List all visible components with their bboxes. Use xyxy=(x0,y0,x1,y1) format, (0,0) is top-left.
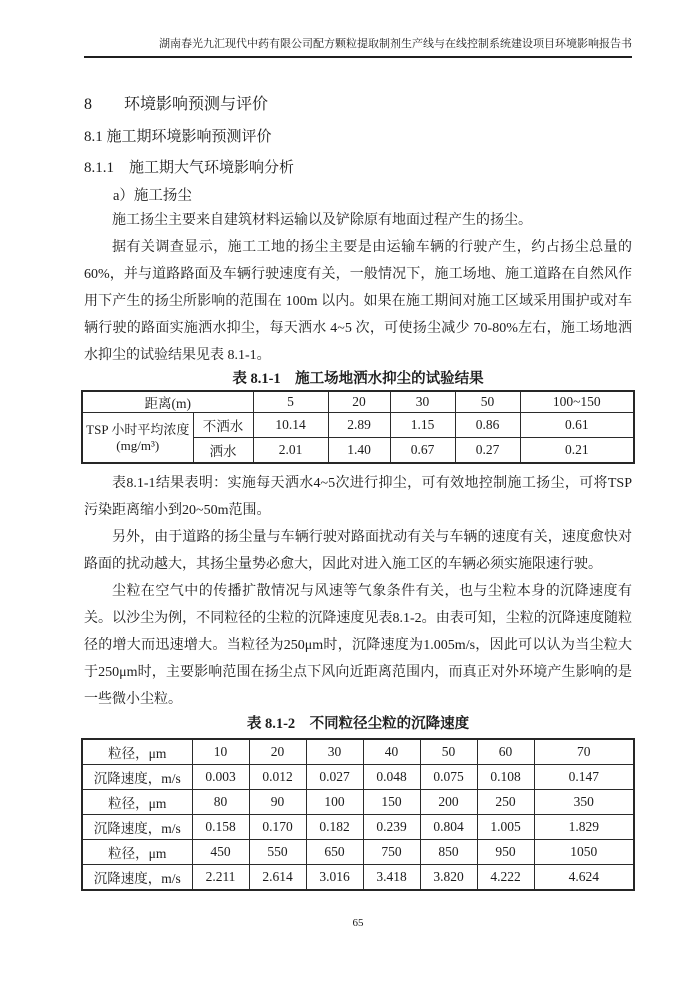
table1-group-label-line2: (mg/m³) xyxy=(116,437,160,453)
table2-cell: 20 xyxy=(249,739,306,765)
table2-cell: 0.012 xyxy=(249,765,306,790)
table2-cell: 0.158 xyxy=(192,815,249,840)
table-8-1-2 xyxy=(81,738,635,891)
table1-cell: 2.89 xyxy=(328,413,390,438)
paragraph-speed-limit: 另外，由于道路的扬尘量与车辆行驶对路面扰动有关与车辆的速度有关，速度愈快对路面的扰动越大，其扬尘量势必愈大，因此对进入施工区的车辆必须实施限速行驶。 xyxy=(84,530,632,572)
table1-cell: 0.61 xyxy=(520,413,634,438)
paragraph-settling: 尘粒在空气中的传播扩散情况与风速等气象条件有关，也与尘粒本身的沉降速度有关。以沙尘为例，不同粒径的尘粒的沉降速度见表8.1-2。由表可知，尘粒的沉降速度随粒径的增大而迅速增大。当粒径为250μm时，沉降速度为1.005m/s，因此可以认为当尘粒大于250μm时，主要影响范围在扬尘点下风向近距离范围内，而真正对外环境产生影响的是一些微小尘粒。 xyxy=(84,584,632,707)
table1-cell: 0.86 xyxy=(455,413,520,438)
table2-cell: 3.820 xyxy=(420,865,477,891)
table2-cell: 1.829 xyxy=(534,815,634,840)
table2-row-label: 粒径，μm xyxy=(82,790,192,815)
table2-cell: 550 xyxy=(249,840,306,865)
paragraph-table1-result: 表8.1-1结果表明：实施每天洒水4~5次进行抑尘，可有效地控制施工扬尘，可将TSP污染距离缩小到20~50m范围。 xyxy=(84,476,632,518)
page-number: 65 xyxy=(352,917,364,929)
table2-cell: 750 xyxy=(363,840,420,865)
table2-cell: 100 xyxy=(306,790,363,815)
table1-header-cell: 30 xyxy=(390,391,455,413)
table2-row-label: 沉降速度，m/s xyxy=(82,865,192,891)
table2-cell: 2.614 xyxy=(249,865,306,891)
table2-cell: 10 xyxy=(192,739,249,765)
header-title: 湖南春光九汇现代中药有限公司配方颗粒提取制剂生产线与在线控制系统建设项目环境影响报告书 xyxy=(159,38,632,50)
table1-cell: 10.14 xyxy=(253,413,328,438)
table2-cell: 90 xyxy=(249,790,306,815)
table1-cell: 0.21 xyxy=(520,438,634,464)
table1-group-label-line1: TSP 小时平均浓度 xyxy=(86,421,190,437)
heading-section-8-1-1: 8.1.1 施工期大气环境影响分析 xyxy=(84,160,295,176)
table2-cell: 150 xyxy=(363,790,420,815)
table2-cell: 850 xyxy=(420,840,477,865)
table2-cell: 0.182 xyxy=(306,815,363,840)
table2-cell: 0.003 xyxy=(192,765,249,790)
table1-cell: 0.67 xyxy=(390,438,455,464)
table2-caption: 表 8.1-2 不同粒径尘粒的沉降速度 xyxy=(246,716,470,732)
table2-cell: 40 xyxy=(363,739,420,765)
table1-cell: 0.27 xyxy=(455,438,520,464)
table2-cell: 0.108 xyxy=(477,765,534,790)
table1-header-cell: 5 xyxy=(253,391,328,413)
table2-cell: 250 xyxy=(477,790,534,815)
table2-cell: 30 xyxy=(306,739,363,765)
table2-cell: 70 xyxy=(534,739,634,765)
table2-row-label: 沉降速度，m/s xyxy=(82,815,192,840)
table2-row-label: 粒径，μm xyxy=(82,840,192,865)
table2-cell: 350 xyxy=(534,790,634,815)
table1-row-label: 洒水 xyxy=(193,438,253,464)
table2-cell: 450 xyxy=(192,840,249,865)
heading-chapter-8: 8 环境影响预测与评价 xyxy=(84,96,269,113)
table1-cell: 1.15 xyxy=(390,413,455,438)
table2-cell: 0.027 xyxy=(306,765,363,790)
table2-cell: 0.804 xyxy=(420,815,477,840)
table-8-1-1 xyxy=(81,390,635,464)
table2-cell: 80 xyxy=(192,790,249,815)
table2-cell: 3.016 xyxy=(306,865,363,891)
table1-header-cell: 50 xyxy=(455,391,520,413)
table2-row-label: 沉降速度，m/s xyxy=(82,765,192,790)
paragraph-dust-source: 施工扬尘主要来自建筑材料运输以及铲除原有地面过程产生的扬尘。 xyxy=(112,213,532,228)
table1-header-cell: 100~150 xyxy=(520,391,634,413)
heading-item-a: a）施工扬尘 xyxy=(113,188,192,204)
table2-cell: 650 xyxy=(306,840,363,865)
table2-cell: 950 xyxy=(477,840,534,865)
table2-cell: 200 xyxy=(420,790,477,815)
table2-cell: 0.239 xyxy=(363,815,420,840)
table2-cell: 0.048 xyxy=(363,765,420,790)
table2-cell: 50 xyxy=(420,739,477,765)
table1-caption: 表 8.1-1 施工场地洒水抑尘的试验结果 xyxy=(232,371,484,387)
page-header xyxy=(84,38,632,58)
table2-row-label: 粒径，μm xyxy=(82,739,192,765)
table2-cell: 4.624 xyxy=(534,865,634,891)
table2-cell: 2.211 xyxy=(192,865,249,891)
table1-cell: 2.01 xyxy=(253,438,328,464)
table1-cell: 1.40 xyxy=(328,438,390,464)
table1-header-cell: 20 xyxy=(328,391,390,413)
table1-distance-label: 距离(m) xyxy=(82,391,253,413)
heading-section-8-1: 8.1 施工期环境影响预测评价 xyxy=(84,129,272,145)
table1-group-label xyxy=(82,413,193,464)
table2-cell: 60 xyxy=(477,739,534,765)
paragraph-survey: 据有关调查显示，施工工地的扬尘主要是由运输车辆的行驶产生，约占扬尘总量的60%，并与道路路面及车辆行驶速度有关，一般情况下，施工场地、施工道路在自然风作用下产生的扬尘所影响的范围在 100m 以内。如果在施工期间对施工区域采用围护或对车辆行驶的路面实施洒水抑尘，每天洒水 4~5 次，可使扬尘减少 70-80%左右，施工场地洒水抑尘的试验结果见表 8.1-1。 xyxy=(84,240,632,363)
table2-cell: 4.222 xyxy=(477,865,534,891)
table2-cell: 0.170 xyxy=(249,815,306,840)
table2-cell: 0.147 xyxy=(534,765,634,790)
table2-cell: 1.005 xyxy=(477,815,534,840)
table1-row-label: 不洒水 xyxy=(193,413,253,438)
table2-cell: 1050 xyxy=(534,840,634,865)
table2-cell: 0.075 xyxy=(420,765,477,790)
table2-cell: 3.418 xyxy=(363,865,420,891)
